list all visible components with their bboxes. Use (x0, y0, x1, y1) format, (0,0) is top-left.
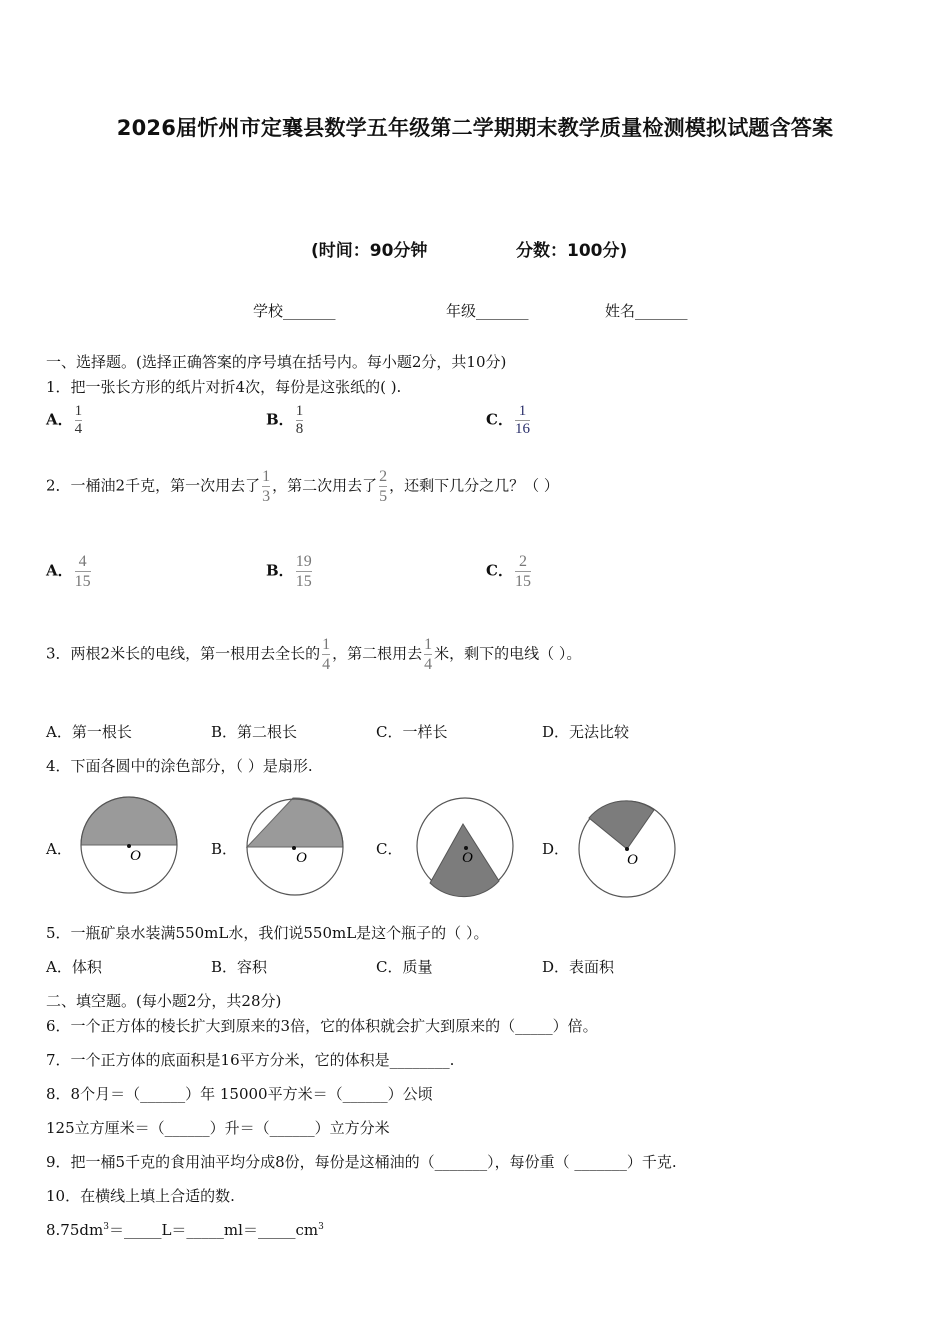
denominator: 3 (262, 488, 271, 505)
option-label: A． (46, 561, 73, 580)
question-5: 5．一瓶矿泉水装满550mL水，我们说550mL是这个瓶子的（ ）。 (46, 924, 489, 942)
section-1-heading: 一、选择题。(选择正确答案的序号填在括号内。每小题2分，共10分) (46, 353, 507, 371)
q5-option-a: A．体积 (46, 958, 102, 976)
q4-label-d: D． (542, 840, 570, 858)
q5-option-d: D．表面积 (542, 958, 615, 976)
page-title: 2026届忻州市定襄县数学五年级第二学期期末教学质量检测模拟试题含答案 (116, 116, 834, 140)
option-label: B． (266, 561, 294, 580)
circle-b (247, 798, 343, 895)
q10-part-2: ＝_____L＝_____ml＝_____cm (108, 1221, 319, 1239)
circle-c (417, 798, 513, 897)
numerator: 1 (74, 403, 83, 419)
circle-d (579, 801, 675, 897)
fraction (515, 553, 531, 590)
q1-option-a (46, 404, 84, 437)
center-label-d: O (627, 852, 638, 868)
q2-option-b (266, 553, 314, 590)
center-label-b: O (296, 850, 307, 866)
fraction (75, 404, 83, 437)
numerator: 19 (295, 553, 312, 570)
question-7: 7．一个正方体的底面积是16平方分米，它的体积是________. (46, 1051, 455, 1069)
grade-field: 年级_______ (446, 302, 529, 320)
question-1: 1．把一张长方形的纸片对折4次，每份是这张纸的( ). (46, 378, 402, 396)
q4-label-c: C． (376, 840, 403, 858)
q10-sup-2: 3 (318, 1222, 324, 1232)
numerator: 2 (379, 468, 388, 485)
fraction (75, 553, 91, 590)
option-label: B． (266, 410, 294, 429)
q4-label-a: A． (46, 840, 72, 858)
q3-suffix: 米，剩下的电线（ ）。 (434, 644, 582, 663)
shaded-region-b (247, 798, 343, 847)
fraction (262, 468, 270, 505)
fraction (322, 636, 330, 673)
q1-option-c (486, 404, 532, 437)
q5-option-b: B．容积 (211, 958, 268, 976)
denominator: 16 (514, 421, 530, 437)
q2-option-a (46, 553, 93, 590)
fraction (379, 468, 387, 505)
fraction (515, 404, 530, 437)
q3-option-b: B．第二根长 (211, 723, 298, 741)
numerator: 2 (518, 553, 527, 570)
center-label-a: O (130, 848, 141, 864)
question-4: 4．下面各圆中的涂色部分，（ ）是扇形. (46, 757, 313, 775)
question-9: 9．把一桶5千克的食用油平均分成8份，每份是这桶油的（_______），每份重（ _______）千克. (46, 1153, 677, 1171)
question-10: 10．在横线上填上合适的数. (46, 1187, 235, 1205)
option-label: A． (46, 410, 73, 429)
q2-prefix: 2．一桶油2千克，第一次用去了 (46, 476, 261, 495)
option-label: C． (486, 561, 513, 580)
q3-prefix: 3．两根2米长的电线，第一根用去全长的 (46, 644, 321, 663)
question-10-blanks (46, 1219, 324, 1240)
denominator: 4 (74, 421, 83, 437)
q4-circles-figure (0, 780, 950, 910)
numerator: 1 (295, 403, 304, 419)
numerator: 1 (424, 636, 433, 653)
q10-part-1: 8.75dm (46, 1221, 104, 1239)
q1-option-b (266, 404, 305, 437)
name-field: 姓名_______ (605, 302, 688, 320)
center-label-c: O (462, 850, 473, 866)
numerator: 1 (322, 636, 331, 653)
question-8-line-1: 8．8个月＝（______）年 15000平方米＝（______）公顷 (46, 1085, 433, 1103)
q4-label-b: B． (211, 840, 238, 858)
score-label: 分数：100分) (516, 241, 628, 261)
numerator: 1 (518, 403, 527, 419)
denominator: 4 (322, 656, 331, 673)
q2-middle: ，第二次用去了 (272, 476, 378, 495)
time-label: (时间：90分钟 (311, 241, 428, 261)
numerator: 1 (262, 468, 271, 485)
question-8-line-2: 125立方厘米＝（______）升＝（______）立方分米 (46, 1119, 390, 1137)
denominator: 4 (424, 656, 433, 673)
numerator: 4 (78, 553, 87, 570)
denominator: 15 (295, 573, 312, 590)
q10-sup-1: 3 (103, 1222, 109, 1232)
fraction (296, 553, 312, 590)
circle-a (81, 797, 177, 893)
q3-middle: ，第二根用去 (332, 644, 423, 663)
q2-suffix: ，还剩下几分之几？（ ） (389, 476, 559, 495)
question-2 (46, 468, 559, 505)
fraction (424, 636, 432, 673)
fraction (296, 404, 304, 437)
question-6: 6．一个正方体的棱长扩大到原来的3倍，它的体积就会扩大到原来的（_____）倍。 (46, 1017, 598, 1035)
q5-option-c: C．质量 (376, 958, 433, 976)
shaded-region-a (81, 797, 177, 845)
q3-option-c: C．一样长 (376, 723, 448, 741)
denominator: 8 (295, 421, 304, 437)
q2-option-c (486, 553, 533, 590)
section-2-heading: 二、填空题。(每小题2分，共28分) (46, 992, 282, 1010)
denominator: 5 (379, 488, 388, 505)
q3-option-d: D．无法比较 (542, 723, 630, 741)
school-field: 学校_______ (253, 302, 336, 320)
denominator: 15 (514, 573, 531, 590)
denominator: 15 (74, 573, 91, 590)
option-label: C． (486, 410, 513, 429)
question-3 (46, 636, 581, 673)
shaded-region-d (589, 801, 654, 849)
q3-option-a: A．第一根长 (46, 723, 132, 741)
